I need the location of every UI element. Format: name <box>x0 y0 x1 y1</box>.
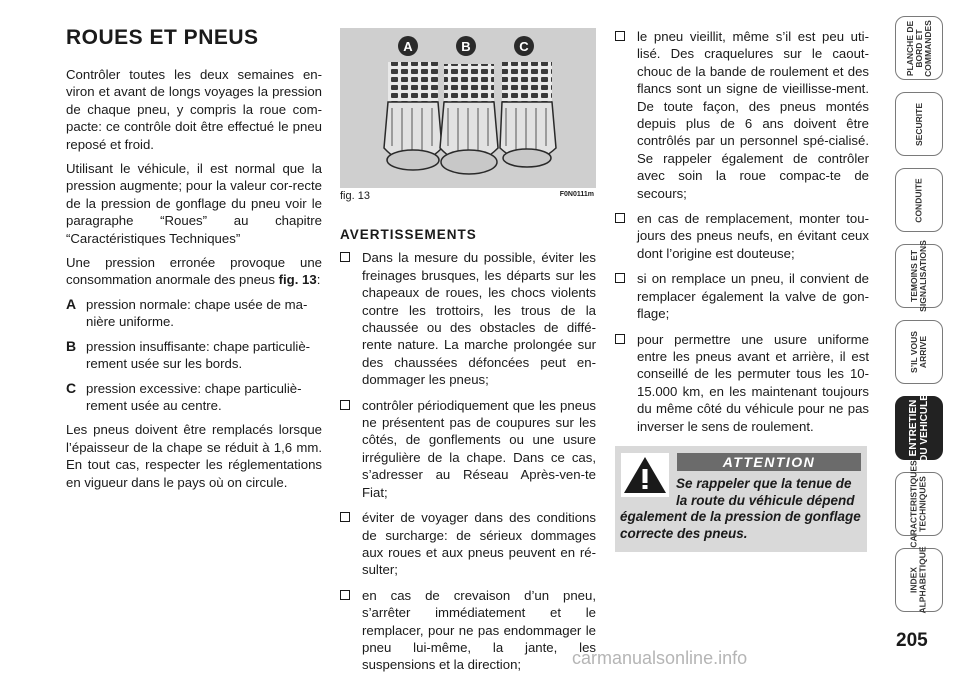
intro-section <box>66 66 322 498</box>
bullet-item: en cas de remplacement, monter tou-jours des pneus neufs, en évitant ceux dont l’origine est douteuse; <box>615 210 869 262</box>
checkbox-icon <box>340 590 350 600</box>
bullet-item: pour permettre une usure uniforme entre les pneus avant et arrière, il est conseillé de les permuter tous les 10-15.000 km, en les maintenant toujours du même côté du véhicule pour ne pas inverser le sens de roulement. <box>615 331 869 435</box>
attention-text: Se rappeler que la tenue de la route du véhicule dépend également de la pression de gonflage correcte des pneus. <box>620 476 861 541</box>
tab-entretien[interactable]: ENTRETIEN DU VEHICULE <box>895 396 943 460</box>
bullet-item: Dans la mesure du possible, éviter les freinages brusques, les départs sur les chapeaux de roues, les chocs violents contre les trottoirs, les trous de la chaussée ou des obstacles de diffé-rente nature. La marche prolongée sur des chaussées défoncées peut en-dommager les pneus; <box>340 249 596 388</box>
tab-securite[interactable]: SECURITE <box>895 92 943 156</box>
figure-caption: fig. 13 F0N0111m <box>340 190 594 202</box>
label-c: C pression excessive: chape particuliè-rement usée au centre. <box>66 379 302 413</box>
marker-b <box>456 36 476 56</box>
tab-temoins[interactable]: TEMOINS ET SIGNALISATIONS <box>895 244 943 308</box>
intro-paragraph-2: Utilisant le véhicule, il est normal que la pression augmente; pour la valeur cor-recte de la pression de gonflage du pneu voir le paragraphe “Roues” au chapitre “Caractéristiques Techniques” <box>66 161 322 246</box>
label-a: A pression normale: chape usée de ma-nière uniforme. <box>66 295 308 330</box>
tire-a-graphic <box>384 62 442 170</box>
fig-reference: fig. 13 <box>278 272 317 288</box>
figure-code: F0N0111m <box>559 191 594 198</box>
warnings-section <box>340 226 596 682</box>
checkbox-icon <box>615 334 625 344</box>
checkbox-icon <box>615 273 625 283</box>
bullet-item: éviter de voyager dans des conditions de surcharge: de sérieux dommages aux roues et aux pneus peuvent en ré-sulter; <box>340 509 596 579</box>
intro-paragraph-3: Une pression erronée provoque une consommation anormale des pneus fig. 13: <box>66 255 322 288</box>
checkbox-icon <box>615 213 625 223</box>
checkbox-icon <box>340 512 350 522</box>
attention-box <box>615 446 867 552</box>
tire-c-graphic <box>500 62 556 167</box>
tab-sil-vous-arrive[interactable]: S’IL VOUS ARRIVE <box>895 320 943 384</box>
tire-wear-figure <box>340 28 596 188</box>
page-number: 205 <box>896 630 928 651</box>
bullet-item: si on remplace un pneu, il convient de remplacer également la valve de gon-flage; <box>615 270 869 322</box>
checkbox-icon <box>340 252 350 262</box>
marker-a <box>398 36 418 56</box>
bullet-item: le pneu vieillit, même s’il est peu uti-lisé. Des craquelures sur le caout-chouc de la bande de roulement et des flancs sont un signe de vieillisse-ment. De toute façon, des pneus montés depuis plus de 6 ans doivent être contrôlés par un personnel spé-cialisé. Se rappeler également de contrôler avec soin la roue compac-te de secours; <box>615 28 869 202</box>
right-column <box>615 28 869 443</box>
marker-c <box>514 36 534 56</box>
watermark: carmanualsonline.info <box>572 648 748 668</box>
attention-label: ATTENTION <box>677 453 861 471</box>
checkbox-icon <box>340 400 350 410</box>
checkbox-icon <box>615 31 625 41</box>
svg-text:C: C <box>519 39 529 54</box>
tab-conduite[interactable]: CONDUITE <box>895 168 943 232</box>
tab-caracteristiques[interactable]: CARACTERISTIQUES TECHNIQUES <box>895 472 943 536</box>
bullet-item: contrôler périodiquement que les pneus ne présentent pas de coupures sur les côtés, de gonflements ou une usure irrégulière de la chape. Dans ce cas, s’adresser au Réseau Après-ven-te Fiat; <box>340 397 596 501</box>
warnings-heading: AVERTISSEMENTS <box>340 227 477 242</box>
page-title: ROUES ET PNEUS <box>66 26 259 49</box>
label-b: B pression insuffisante: chape particuliè-rement usée sur les bords. <box>66 337 311 372</box>
svg-text:B: B <box>461 39 471 54</box>
svg-text:A: A <box>403 39 413 54</box>
bullet-item: en cas de crevaison d’un pneu, s’arrêter immédiatement et le remplacer, pour ne pas endommager le pneu lui-même, la jante, les suspensions et la direction; <box>340 587 596 674</box>
tire-b-graphic <box>440 64 498 174</box>
tab-index[interactable]: INDEX ALPHABETIQUE <box>895 548 943 612</box>
tab-planche-de-bord[interactable]: PLANCHE DE BORD ET COMMANDES <box>895 16 943 80</box>
intro-paragraph-1: Contrôler toutes les deux semaines en-viron et avant de longs voyages la pression de chaque pneu, y compris la roue com-pacte: ce contrôle doit être effectué le pneu reposé et froid. <box>66 67 322 152</box>
replace-paragraph: Les pneus doivent être remplacés lorsque l’épaisseur de la chape se réduit à 1,6 mm. En tout cas, respecter les réglementations en vigueur dans le pays où on circule. <box>66 422 322 490</box>
